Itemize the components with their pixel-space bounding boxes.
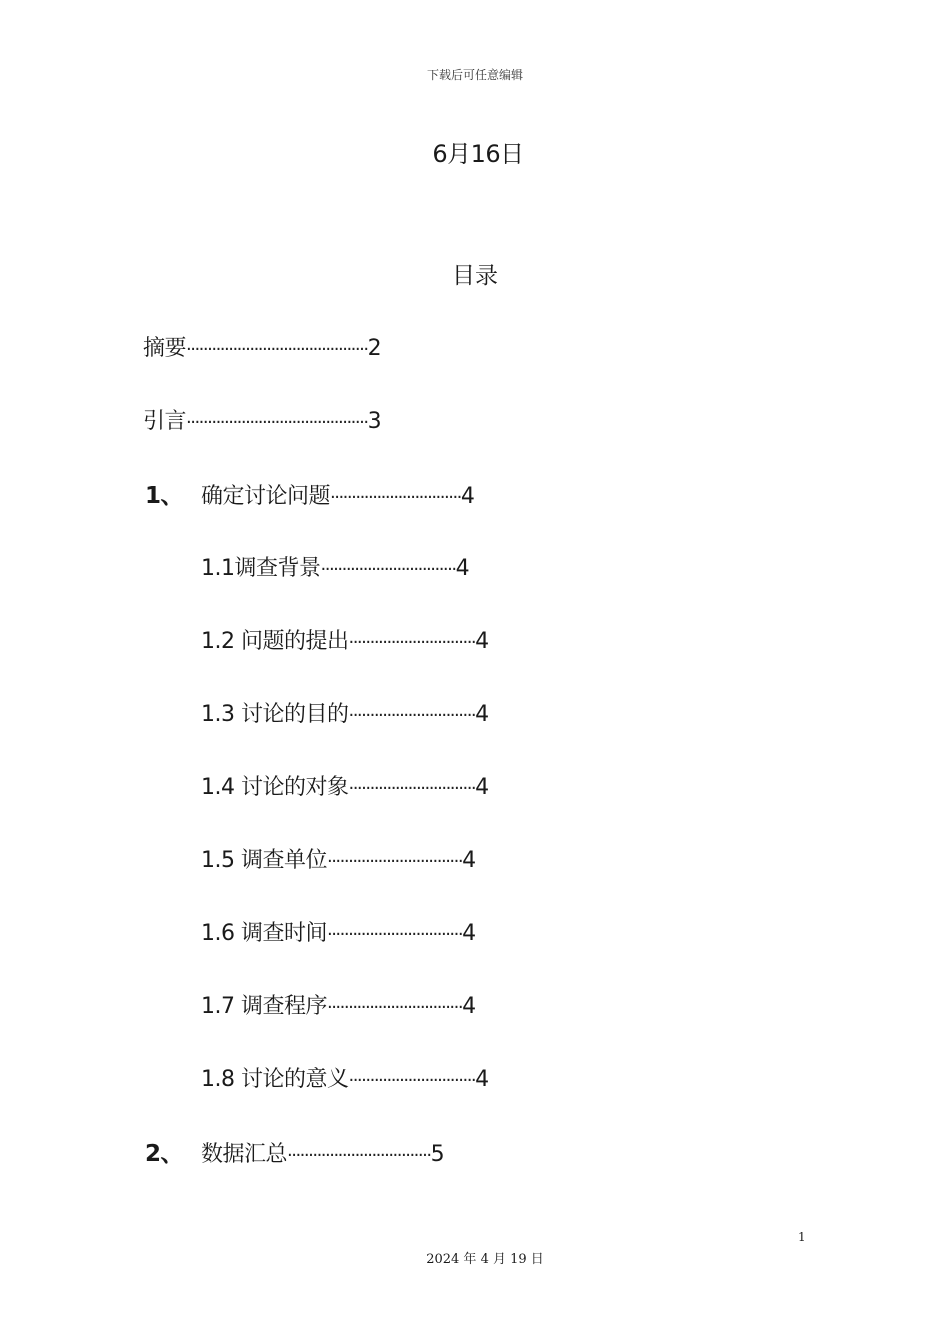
toc-entry-page: 4 xyxy=(475,1067,489,1092)
toc-entry xyxy=(201,624,489,655)
toc-entry xyxy=(201,551,469,582)
toc-entry xyxy=(143,404,381,435)
toc-entry-label: 确定讨论问题 xyxy=(201,484,331,509)
toc-entry-label: 1.2 问题的提出 xyxy=(201,629,349,654)
toc-entry xyxy=(143,331,381,362)
toc-dot-leader: ································ xyxy=(326,851,463,872)
toc-entry-page: 4 xyxy=(460,484,475,509)
toc-entry-number: 2、 xyxy=(145,1141,184,1167)
toc-entry-page: 2 xyxy=(367,336,382,361)
toc-entry-label: 1.7 调查程序 xyxy=(201,994,327,1019)
toc-entry xyxy=(201,1062,489,1093)
toc-entry-label: 1.3 讨论的目的 xyxy=(201,702,349,727)
toc-dot-leader: ······························ xyxy=(348,778,476,799)
document-date: 6月16日 xyxy=(432,140,524,168)
footer-date: 2024 年 4 月 19 日 xyxy=(426,1252,544,1267)
toc-dot-leader: ································ xyxy=(326,924,463,945)
toc-entry-page: 4 xyxy=(475,775,489,800)
toc-title: 目录 xyxy=(452,263,498,289)
toc-entry-page: 4 xyxy=(475,702,489,727)
toc-dot-leader: ··········································· xyxy=(186,339,368,360)
toc-dot-leader: ·································· xyxy=(287,1145,431,1166)
toc-entry-label: 数据汇总 xyxy=(201,1142,288,1167)
toc-dot-leader: ······························ xyxy=(348,632,476,653)
page-number: 1 xyxy=(798,1230,806,1244)
toc-dot-leader: ······························ xyxy=(348,705,476,726)
toc-entry-page: 4 xyxy=(462,994,476,1019)
toc-entry-label: 1.1调查背景 xyxy=(201,556,321,581)
toc-entry-page: 4 xyxy=(455,556,470,581)
toc-dot-leader: ······························· xyxy=(330,487,461,508)
toc-dot-leader: ································ xyxy=(320,559,456,580)
toc-entry-number: 1、 xyxy=(145,483,184,509)
toc-dot-leader: ··········································· xyxy=(186,412,368,433)
toc-entry-page: 3 xyxy=(367,409,382,434)
toc-entry-page: 5 xyxy=(430,1142,445,1167)
toc-entry xyxy=(201,697,489,728)
toc-dot-leader: ································ xyxy=(326,997,463,1018)
toc-entry-label: 1.5 调查单位 xyxy=(201,848,327,873)
toc-entry-page: 4 xyxy=(462,921,476,946)
toc-entry-label: 摘要 xyxy=(143,336,187,361)
toc-entry-page: 4 xyxy=(462,848,476,873)
toc-entry xyxy=(201,989,476,1020)
toc-entry xyxy=(201,770,489,801)
toc-entry-label: 引言 xyxy=(143,409,187,434)
toc-entry-label: 1.4 讨论的对象 xyxy=(201,775,349,800)
toc-entry-label: 1.6 调查时间 xyxy=(201,921,327,946)
toc-entry xyxy=(145,1135,444,1168)
toc-dot-leader: ······························ xyxy=(348,1070,476,1091)
toc-entry xyxy=(201,843,476,874)
toc-entry-page: 4 xyxy=(475,629,489,654)
toc-entry xyxy=(145,477,474,510)
header-note: 下载后可任意编辑 xyxy=(426,68,523,82)
toc-entry-label: 1.8 讨论的意义 xyxy=(201,1067,349,1092)
toc-entry xyxy=(201,916,476,947)
